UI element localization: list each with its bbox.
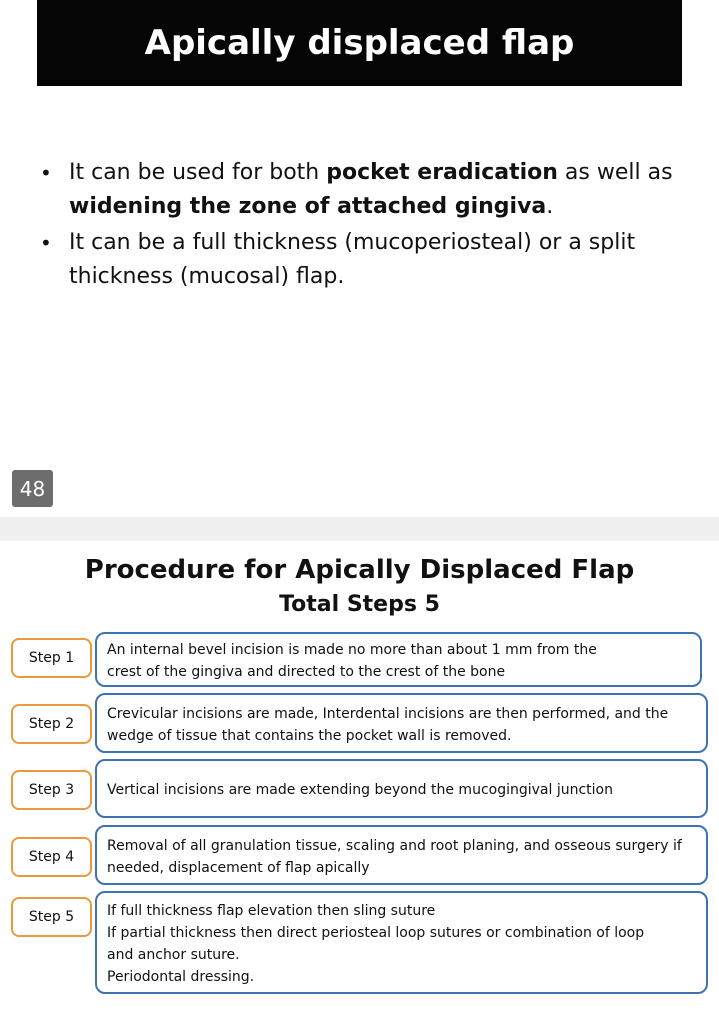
bullet-item (40, 226, 680, 294)
step-description (95, 632, 702, 687)
bullet-text: It can be used for both (69, 160, 327, 185)
bullet-text: as well as (557, 160, 673, 185)
slide-number-badge (12, 470, 53, 507)
step-description (95, 825, 708, 885)
step-line: If partial thickness then direct periosteal loop sutures or combination of loop (107, 925, 645, 941)
bullet-item (40, 156, 680, 224)
step-label: Step 3 (11, 770, 92, 810)
step-label: Step 5 (11, 897, 92, 937)
step-line: Periodontal dressing. (107, 969, 255, 985)
step-line: Removal of all granulation tissue, scaling and root planing, and osseous surgery if (107, 837, 682, 854)
step-description (95, 759, 708, 818)
step-line: crest of the gingiva and directed to the crest of the bone (107, 664, 506, 680)
bullet-text: . (546, 194, 554, 219)
procedure-subtitle: Total Steps 5 (279, 592, 440, 617)
bullet-dot-icon: • (40, 231, 52, 255)
step-line: An internal bevel incision is made no more than about 1 mm from the (107, 642, 597, 658)
step-line: and anchor suture. (107, 947, 240, 963)
bullet-text: It can be a full thickness (mucoperiosteal) or a split thickness (mucosal) flap. (69, 230, 636, 289)
step-label: Step 1 (11, 638, 92, 678)
slide-divider (0, 517, 719, 541)
step-line: Crevicular incisions are made, Interdental incisions are then performed, and the (107, 705, 669, 722)
step-line: If full thickness flap elevation then sling suture (107, 903, 436, 919)
step-label: Step 4 (11, 837, 92, 877)
bullet-list (40, 156, 680, 296)
bullet-dot-icon: • (40, 161, 52, 185)
slide-number: 48 (19, 476, 46, 501)
step-line: needed, displacement of flap apically (107, 859, 370, 876)
step-description (95, 891, 708, 994)
bullet-emphasis: pocket eradication (326, 160, 558, 185)
step-label: Step 2 (11, 704, 92, 744)
slide-title (37, 0, 682, 86)
step-line: Vertical incisions are made extending beyond the mucogingival junction (107, 782, 613, 798)
procedure-title: Procedure for Apically Displaced Flap (84, 555, 635, 585)
slide-title-text: Apically displaced flap (144, 23, 575, 63)
step-line: wedge of tissue that contains the pocket wall is removed. (107, 727, 512, 744)
bullet-emphasis: widening the zone of attached gingiva (69, 194, 547, 219)
step-description (95, 693, 708, 753)
